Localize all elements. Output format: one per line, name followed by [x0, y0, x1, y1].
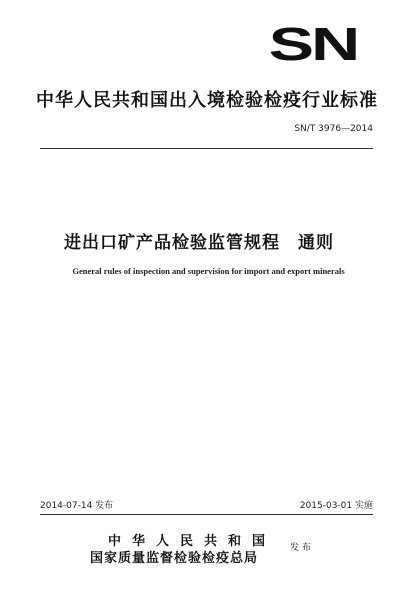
issuer-agency: 国家质量监督检验检疫总局 [90, 551, 259, 566]
publisher-line: 中华人民共和国出入境检验检疫行业标准 [36, 90, 378, 111]
english-title: General rules of inspection and supervision for import and export minerals [72, 266, 345, 276]
top-divider [40, 148, 373, 149]
standard-number: SN/T 3976—2014 [294, 124, 373, 134]
chinese-title-main: 进出口矿产品检验监管规程 [64, 233, 280, 253]
issuer-country: 中华人民共和国 [108, 534, 277, 549]
chinese-title-sub: 通则 [298, 233, 334, 253]
issue-date: 2014-07-14 发布 [40, 501, 114, 511]
sn-logo: SN [268, 18, 357, 71]
issue-word: 发布 [290, 543, 315, 553]
effective-date: 2015-03-01 实施 [299, 501, 373, 511]
chinese-title [64, 228, 334, 253]
bottom-divider [40, 514, 373, 515]
